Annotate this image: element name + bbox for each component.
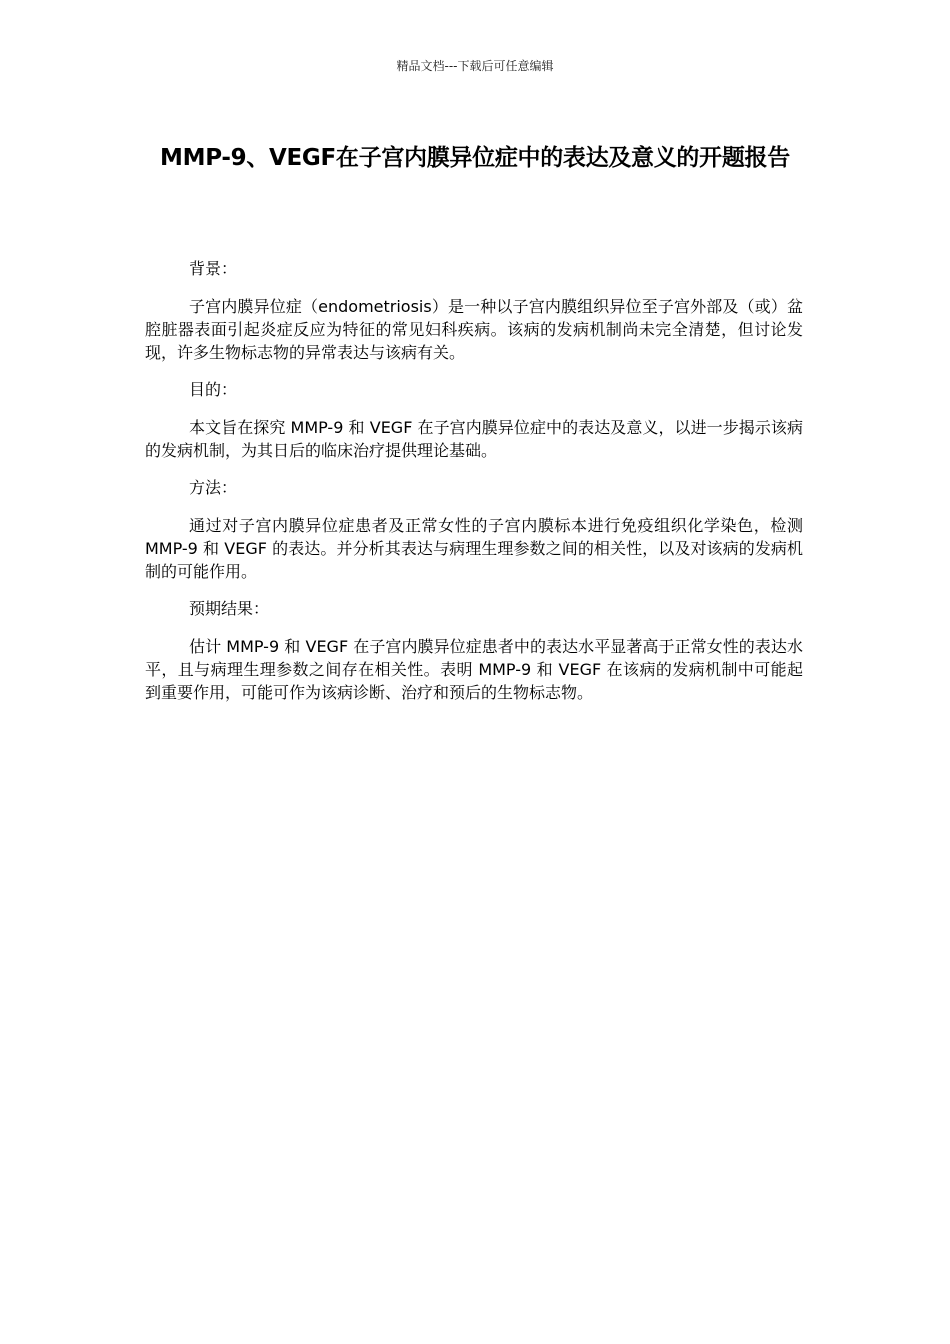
document-title: MMP-9、VEGF在子宫内膜异位症中的表达及意义的开题报告 [160, 145, 790, 171]
section-text-expected-results: 估计 MMP-9 和 VEGF 在子宫内膜异位症患者中的表达水平显著高于正常女性的表达水平，且与病理生理参数之间存在相关性。表明 MMP-9 和 VEGF 在该病的发病机制中可能起到重要作用，可能可作为该病诊断、治疗和预后的生物标志物。 [145, 637, 803, 702]
page-header: 精品文档---下载后可任意编辑 [396, 59, 554, 73]
section-label-methods: 方法： [189, 478, 238, 497]
section-label-objective: 目的： [189, 380, 238, 399]
section-text-background: 子宫内膜异位症（endometriosis）是一种以子宫内膜组织异位至子宫外部及（或）盆腔脏器表面引起炎症反应为特征的常见妇科疾病。该病的发病机制尚未完全清楚，但讨论发现，许多生物标志物的异常表达与该病有关。 [145, 297, 803, 362]
section-label-background: 背景： [189, 259, 238, 278]
section-text-objective: 本文旨在探究 MMP-9 和 VEGF 在子宫内膜异位症中的表达及意义，以进一步揭示该病的发病机制，为其日后的临床治疗提供理论基础。 [145, 418, 803, 460]
section-text-methods: 通过对子宫内膜异位症患者及正常女性的子宫内膜标本进行免疫组织化学染色，检测 MMP-9 和 VEGF 的表达。并分析其表达与病理生理参数之间的相关性，以及对该病的发病机制的可能作用。 [145, 516, 803, 581]
section-label-expected-results: 预期结果： [189, 599, 270, 618]
document-body [145, 257, 803, 704]
